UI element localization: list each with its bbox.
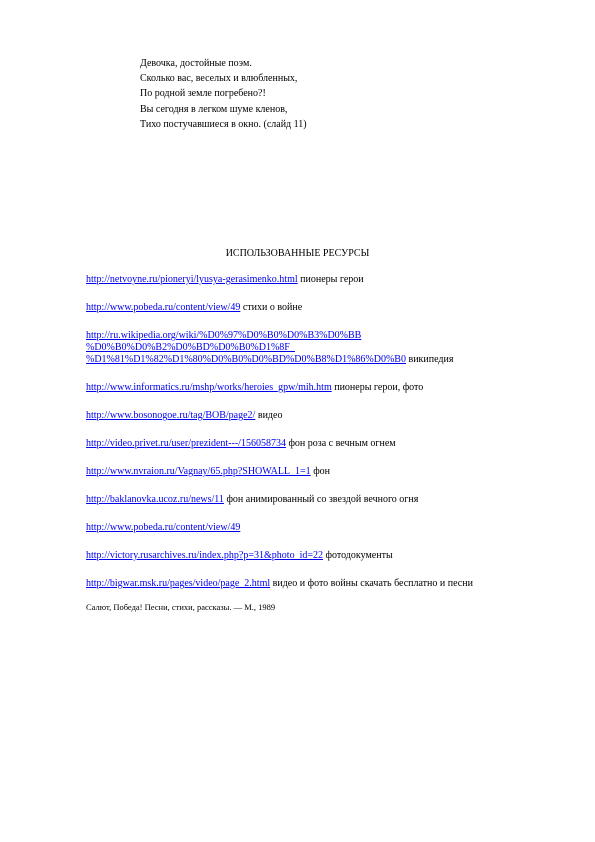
resource-item bbox=[86, 522, 566, 534]
resource-link-line[interactable]: %D1%81%D1%82%D1%80%D0%B0%D0%BD%D0%B8%D1%86%D0%B0 bbox=[86, 354, 406, 365]
resource-item bbox=[86, 382, 566, 394]
resource-link[interactable]: http://www.bosonogoe.ru/tag/ВОВ/page2/ bbox=[86, 410, 256, 421]
poem-line: Сколько вас, веселых и влюбленных, bbox=[140, 73, 298, 85]
resource-description: фон анимированный со звездой вечного огня bbox=[223, 494, 419, 505]
resource-description: видео и фото войны скачать бесплатно и песни bbox=[270, 578, 473, 589]
resource-item bbox=[86, 330, 566, 366]
resource-description: пионеры герои, фото bbox=[331, 382, 424, 393]
resource-item bbox=[86, 302, 566, 314]
resource-description: фон роза с вечным огнем bbox=[285, 438, 396, 449]
resources-list bbox=[86, 274, 566, 613]
resource-item bbox=[86, 410, 566, 422]
resource-item bbox=[86, 494, 566, 506]
resource-description: стихи о войне bbox=[240, 302, 303, 313]
resource-link[interactable]: http://netvoyne.ru/pioneryi/lyusya-gerasimenko.html bbox=[86, 274, 298, 285]
resource-link[interactable]: http://video.privet.ru/user/prezident---/156058734 bbox=[86, 438, 286, 449]
resource-description: фон bbox=[310, 466, 331, 477]
poem-line: Вы сегодня в легком шуме кленов, bbox=[140, 103, 288, 115]
resource-link[interactable]: http://www.pobeda.ru/content/view/49 bbox=[86, 522, 241, 533]
poem-line: Девочка, достойные поэм. bbox=[140, 58, 252, 69]
resource-item bbox=[86, 466, 566, 478]
resource-link[interactable]: http://www.pobeda.ru/content/view/49 bbox=[86, 302, 241, 313]
resource-description: википедия bbox=[405, 354, 454, 365]
resource-description: видео bbox=[255, 410, 283, 421]
book-reference: Салют, Победа! Песни, стихи, рассказы. — М., 1989 bbox=[86, 602, 276, 612]
resource-link[interactable]: http://baklanovka.ucoz.ru/news/11 bbox=[86, 494, 224, 505]
poem-line: Тихо постучавшиеся в окно. (слайд 11) bbox=[140, 118, 307, 130]
resource-link[interactable]: http://victory.rusarchives.ru/index.php?p=31&photo_id=22 bbox=[86, 550, 323, 561]
resources-heading: ИСПОЛЬЗОВАННЫЕ РЕСУРСЫ bbox=[225, 248, 370, 259]
poem-line: По родной земле погребено?! bbox=[140, 88, 266, 100]
resource-link[interactable]: http://www.nvraion.ru/Vagnay/65.php?SHOWALL_1=1 bbox=[86, 466, 311, 477]
poem-block bbox=[140, 56, 307, 132]
resource-description: пионеры герои bbox=[297, 274, 364, 285]
resource-description: фотодокументы bbox=[322, 550, 393, 561]
resource-link-line[interactable]: http://ru.wikipedia.org/wiki/%D0%97%D0%B0%D0%B3%D0%BB bbox=[86, 330, 362, 341]
resource-link[interactable] bbox=[86, 330, 566, 365]
resource-link-line[interactable]: %D0%B0%D0%B2%D0%BD%D0%B0%D1%8F_ bbox=[86, 342, 295, 353]
resource-link[interactable]: http://www.informatics.ru/mshp/works/heroies_gpw/mih.htm bbox=[86, 382, 332, 393]
resource-item bbox=[86, 550, 566, 562]
resource-item bbox=[86, 274, 566, 286]
resource-item bbox=[86, 438, 566, 450]
resource-item bbox=[86, 578, 566, 590]
resource-link[interactable]: http://bigwar.msk.ru/pages/video/page_2.html bbox=[86, 578, 271, 589]
